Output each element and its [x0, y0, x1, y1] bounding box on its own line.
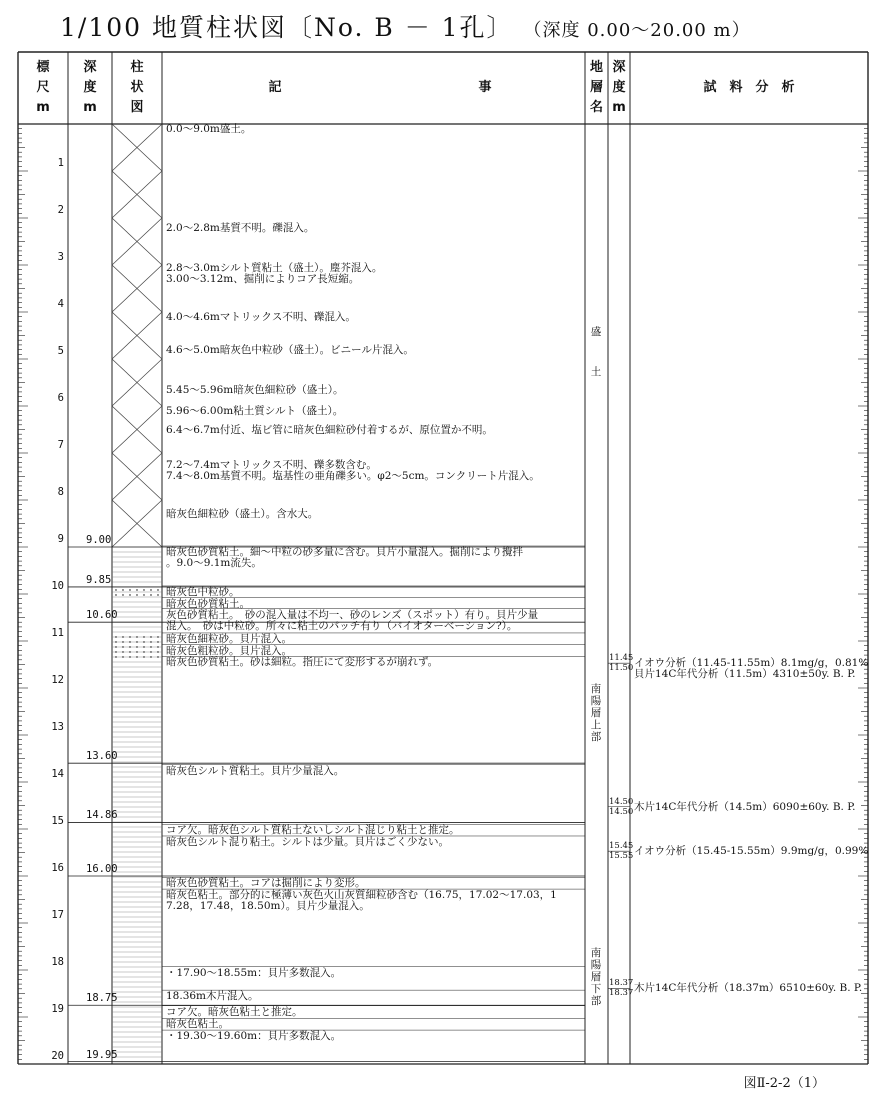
sand-dot [157, 594, 159, 596]
figure-label: 図Ⅱ-2-2（1） [743, 1076, 825, 1091]
sample-depth-from: 15.45 [609, 841, 634, 852]
note-line: コア欠。暗灰色粘土と推定。 [166, 1005, 303, 1018]
sand-dot [157, 589, 159, 591]
scale-label: 5 [57, 345, 64, 357]
sand-dot [143, 594, 145, 596]
scale-label: 13 [51, 721, 64, 733]
sand-dot [143, 656, 145, 658]
sand-dot [157, 651, 159, 653]
sand-dot [129, 656, 131, 658]
scale-label: 17 [51, 909, 64, 921]
layer-depth-label: 14.86 [86, 809, 118, 822]
title-main: 1/100 地質柱状図〔No. B － 1孔〕 [60, 13, 514, 42]
scale-label: 1 [57, 157, 64, 169]
note-line: 暗灰色細粒砂（盛土）。含水大。 [166, 508, 319, 521]
sand-dot [150, 656, 152, 658]
sample-analysis-line: 木片14C年代分析（18.37m）6510±60y. B. P. [634, 982, 863, 995]
sand-dot [115, 636, 117, 638]
note-line: 7.4～8.0m基質不明。塩基性の亜角礫多い。φ2～5cm。コンクリート片混入。 [166, 470, 540, 483]
header-notes-b: 事 [478, 80, 492, 95]
sand-dot [150, 636, 152, 638]
note-line: コア欠。暗灰色シルト質粘土ないしシルト混じり粘土と推定。 [166, 824, 460, 837]
sand-dot [115, 651, 117, 653]
scale-label: 8 [57, 486, 64, 498]
note-line: ・17.90～18.55m：貝片多数混入。 [166, 966, 342, 979]
sand-dot [136, 646, 138, 648]
sand-dot [115, 594, 117, 596]
header-notes-a: 記 [268, 80, 282, 95]
sand-dot [150, 641, 152, 643]
note-line: 暗灰色シルト混り粘土。シルトは少量。貝片はごく少ない。 [166, 835, 449, 848]
note-line: 7.2～7.4mマトリックス不明、礫多数含む。 [166, 459, 377, 472]
sample-depth-to: 15.55 [609, 851, 634, 862]
sand-dot [150, 646, 152, 648]
sand-dot [115, 589, 117, 591]
note-line: 2.8～3.0mシルト質粘土（盛土）。塵芥混入。 [166, 261, 383, 274]
note-line: 暗灰色中粒砂。 [166, 585, 240, 598]
sand-dot [157, 656, 159, 658]
note-line: 。9.0～9.1m流失。 [166, 557, 262, 569]
sand-dot [122, 636, 124, 638]
note-line: 暗灰色砂質粘土。 [166, 597, 250, 610]
note-line: 3.00～3.12m、掘削によりコア長短縮。 [166, 272, 360, 285]
scale-label: 2 [57, 204, 64, 216]
sand-dot [122, 641, 124, 643]
formation-name: 盛土 [590, 326, 602, 378]
header-sample-depth: 深 度 m [612, 60, 626, 115]
sand-dot [122, 651, 124, 653]
fill-crosshatch [112, 124, 162, 547]
sample-analysis-line: 木片14C年代分析（14.5m）6090±60y. B. P. [634, 800, 856, 813]
note-line: 6.4～6.7m付近、塩ビ管に暗灰色細粒砂付着するが、原位置か不明。 [166, 423, 493, 436]
scale-label: 18 [51, 956, 64, 968]
sand-dot [122, 589, 124, 591]
sand-dot [129, 641, 131, 643]
note-line: 2.0～2.8m基質不明。礫混入。 [166, 221, 315, 234]
sample-analysis-line: イオウ分析（15.45-15.55m）9.9mg/g，0.99% [634, 845, 869, 858]
sample-analysis-line: 貝片14C年代分析（11.5m）4310±50y. B. P. [634, 668, 856, 681]
sample-analysis-line: イオウ分析（11.45-11.55m）8.1mg/g，0.81% [634, 657, 869, 670]
sand-dot [143, 636, 145, 638]
sand-dot [122, 646, 124, 648]
sample-depth-from: 14.50 [609, 796, 634, 807]
sand-dot [129, 636, 131, 638]
note-line: 暗灰色砂質粘土。コアは掘削により変形。 [166, 877, 366, 890]
header-analysis: 試 料 分 析 [703, 80, 795, 95]
scale-label: 12 [51, 674, 64, 686]
sample-depth-to: 11.50 [609, 663, 634, 674]
note-line: ・19.30～19.60m：貝片多数混入。 [166, 1030, 342, 1043]
sand-dot [115, 646, 117, 648]
sand-dot [129, 594, 131, 596]
note-line: 18.36m木片混入。 [166, 990, 259, 1003]
note-line: 暗灰色砂質粘土。砂は細粒。指圧にて変形するが崩れず。 [166, 656, 439, 669]
header-depth: 深 度 m [83, 60, 97, 115]
sand-dot [143, 589, 145, 591]
sand-dot [150, 589, 152, 591]
note-line: 7.28，17.48，18.50m）。貝片少量混入。 [166, 900, 370, 913]
scale-label: 14 [51, 768, 64, 780]
scale-label: 15 [51, 815, 64, 827]
sand-dot [143, 641, 145, 643]
layer-depth-label: 19.95 [86, 1048, 118, 1061]
title-depth-range: （深度 0.00～20.00 m） [523, 20, 751, 41]
header-scale: 標 尺 m [36, 60, 50, 115]
note-line: 5.45～5.96m暗灰色細粒砂（盛土）。 [166, 383, 344, 396]
note-line: 暗灰色粘土。 [166, 1018, 229, 1031]
sand-dot [157, 641, 159, 643]
sample-depth-to: 14.50 [609, 806, 634, 817]
layer-depth-label: 13.60 [86, 750, 118, 763]
sand-dot [136, 651, 138, 653]
sand-dot [157, 646, 159, 648]
note-line: 暗灰色粘土。部分的に極薄い灰色火山灰質細粒砂含む（16.75，17.02～17.03，1 [166, 889, 557, 902]
scale-label: 9 [57, 533, 64, 545]
note-line: 5.96～6.00m粘土質シルト（盛土）。 [166, 405, 344, 417]
sand-dot [122, 656, 124, 658]
scale-label: 10 [51, 580, 64, 592]
note-line: 4.6～5.0m暗灰色中粒砂（盛土）。ビニール片混入。 [166, 343, 414, 356]
scale-label: 16 [51, 862, 64, 874]
scale-label: 11 [51, 627, 64, 639]
layer-depth-label: 18.75 [86, 992, 118, 1005]
scale-label: 19 [51, 1003, 64, 1015]
sand-dot [157, 636, 159, 638]
formation-name: 南陽層下部 [590, 946, 602, 1007]
sample-depth-from: 18.37 [609, 978, 634, 989]
sand-dot [136, 641, 138, 643]
note-line: 暗灰色細粒砂。貝片混入。 [166, 632, 292, 645]
sand-dot [129, 589, 131, 591]
sand-dot [115, 641, 117, 643]
layer-depth-label: 10.60 [86, 609, 118, 622]
note-line: 暗灰色粗粒砂。貝片混入。 [166, 644, 292, 657]
sand-dot [129, 651, 131, 653]
sand-dot [136, 656, 138, 658]
sand-dot [143, 651, 145, 653]
layer-depth-label: 9.00 [86, 534, 112, 546]
note-line: 灰色砂質粘土。 砂の混入量は不均一、砂のレンズ（スポット）有り。貝片少量 [166, 608, 539, 621]
sand-dot [150, 651, 152, 653]
sand-dot [115, 656, 117, 658]
sand-dot [136, 589, 138, 591]
scale-label: 3 [57, 251, 64, 263]
note-line: 4.0～4.6mマトリックス不明、礫混入。 [166, 311, 356, 323]
header-column: 柱 状 図 [130, 60, 144, 115]
sand-dot [143, 646, 145, 648]
scale-label: 20 [51, 1050, 64, 1062]
sample-depth-to: 18.37 [609, 988, 634, 999]
scale-label: 7 [57, 439, 64, 451]
sand-dot [122, 594, 124, 596]
note-line: 暗灰色砂質粘土。細～中粒の砂多量に含む。貝片小量混入。掘削により攪拌 [166, 546, 523, 558]
note-line: 0.0～9.0m盛土。 [166, 123, 252, 135]
layer-depth-label: 9.85 [86, 573, 112, 586]
scale-label: 4 [57, 298, 64, 310]
scale-label: 6 [57, 392, 64, 404]
sand-dot [136, 594, 138, 596]
header-formation: 地 層 名 [589, 60, 603, 115]
note-line: 暗灰色シルト質粘土。貝片少量混入。 [166, 764, 345, 777]
formation-name: 南陽層上部 [590, 683, 602, 744]
sand-dot [150, 594, 152, 596]
note-line: 混入。 砂は中粒砂。所々に粘土のパッチ有り（バイオターベーション?）。 [166, 619, 518, 632]
sand-dot [129, 646, 131, 648]
layer-depth-label: 16.00 [86, 863, 118, 875]
sand-dot [136, 636, 138, 638]
sample-depth-from: 11.45 [609, 653, 634, 664]
